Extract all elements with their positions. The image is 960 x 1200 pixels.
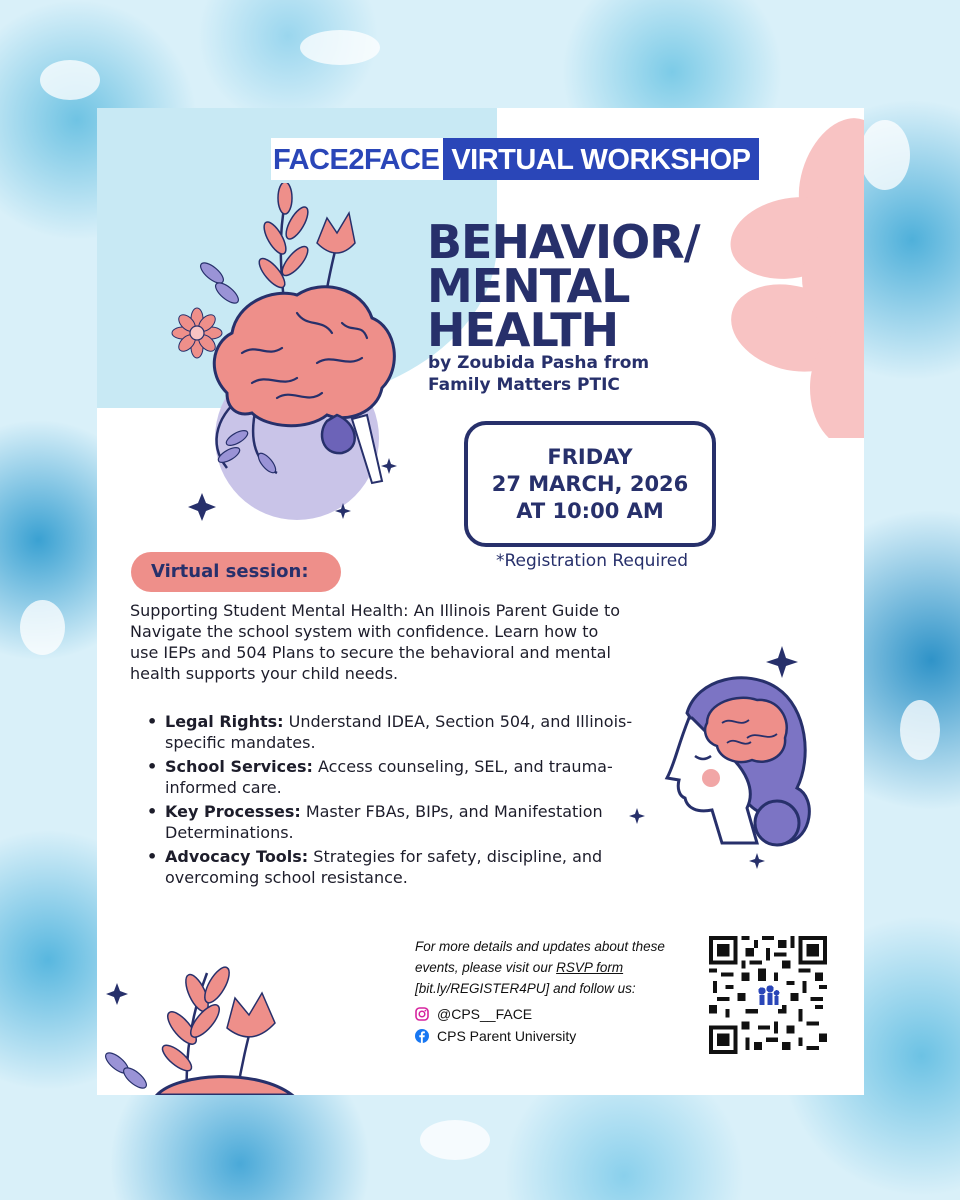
bottom-flowers-illustration: [97, 953, 327, 1095]
date-line: 27 MARCH, 2026: [491, 471, 689, 496]
topic-text: Master FBAs, BIPs, and Manifestation Determinations.: [165, 802, 603, 842]
topics-list: [145, 711, 635, 891]
instagram-row[interactable]: [415, 1003, 695, 1025]
facebook-row[interactable]: [415, 1025, 695, 1047]
footer-info: [415, 936, 695, 999]
footer-outro: and follow us:: [553, 981, 636, 996]
bg-splash: [860, 120, 910, 190]
workshop-title: [427, 215, 757, 357]
list-item: [145, 756, 635, 798]
qr-code[interactable]: [709, 936, 827, 1054]
bg-splash: [20, 600, 65, 655]
facebook-icon: [415, 1029, 429, 1043]
title-line: HEALTH: [427, 303, 619, 357]
byline-line: by Zoubida Pasha from: [428, 353, 650, 373]
topic-text: Strategies for safety, discipline, and overcoming school resistance.: [165, 847, 603, 887]
topic-term: Advocacy Tools:: [165, 847, 309, 866]
list-item: [145, 711, 635, 753]
workshop-type-label: VIRTUAL WORKSHOP: [443, 138, 758, 180]
event-date-box: [464, 421, 716, 547]
instagram-icon: [415, 1007, 429, 1021]
bg-splash: [900, 700, 940, 760]
brand-label: FACE2FACE: [271, 138, 443, 180]
topic-term: Key Processes:: [165, 802, 301, 821]
list-item: [145, 846, 635, 888]
topic-term: Legal Rights:: [165, 712, 284, 731]
registration-note: *Registration Required: [495, 551, 689, 571]
bg-splash: [420, 1120, 490, 1160]
flyer-card: [97, 108, 864, 1095]
session-description: Supporting Student Mental Health: An Illinois Parent Guide to Navigate the school system with confidence. Learn how to use IEPs and 504 Plans to secure the behavioral and mental health supports your child needs.: [130, 601, 621, 683]
social-links: [415, 1003, 695, 1047]
workshop-header: [271, 138, 759, 180]
instagram-handle: @CPS__FACE: [437, 1006, 533, 1022]
byline-line: Family Matters PTIC: [428, 375, 620, 395]
date-line: FRIDAY: [547, 444, 633, 469]
topic-text: Access counseling, SEL, and trauma-informed care.: [165, 757, 613, 797]
brain-illustration: [157, 183, 417, 523]
facebook-page: CPS Parent University: [437, 1028, 577, 1044]
bg-splash: [300, 30, 380, 65]
rsvp-link[interactable]: RSVP form: [556, 960, 624, 975]
footer-intro: For more details and updates about these events, please visit our: [415, 939, 665, 975]
short-link[interactable]: [bit.ly/REGISTER4PU]: [415, 981, 550, 996]
presenter-byline: [428, 352, 728, 396]
session-label-pill: Virtual session:: [131, 552, 341, 592]
woman-profile-illustration: [627, 638, 837, 878]
topic-text: Understand IDEA, Section 504, and Illinois-specific mandates.: [165, 712, 633, 752]
bg-splash: [40, 60, 100, 100]
topic-term: School Services:: [165, 757, 313, 776]
title-line: MENTAL: [427, 259, 630, 313]
title-line: BEHAVIOR/: [427, 215, 700, 269]
date-line: AT 10:00 AM: [516, 498, 664, 523]
list-item: [145, 801, 635, 843]
